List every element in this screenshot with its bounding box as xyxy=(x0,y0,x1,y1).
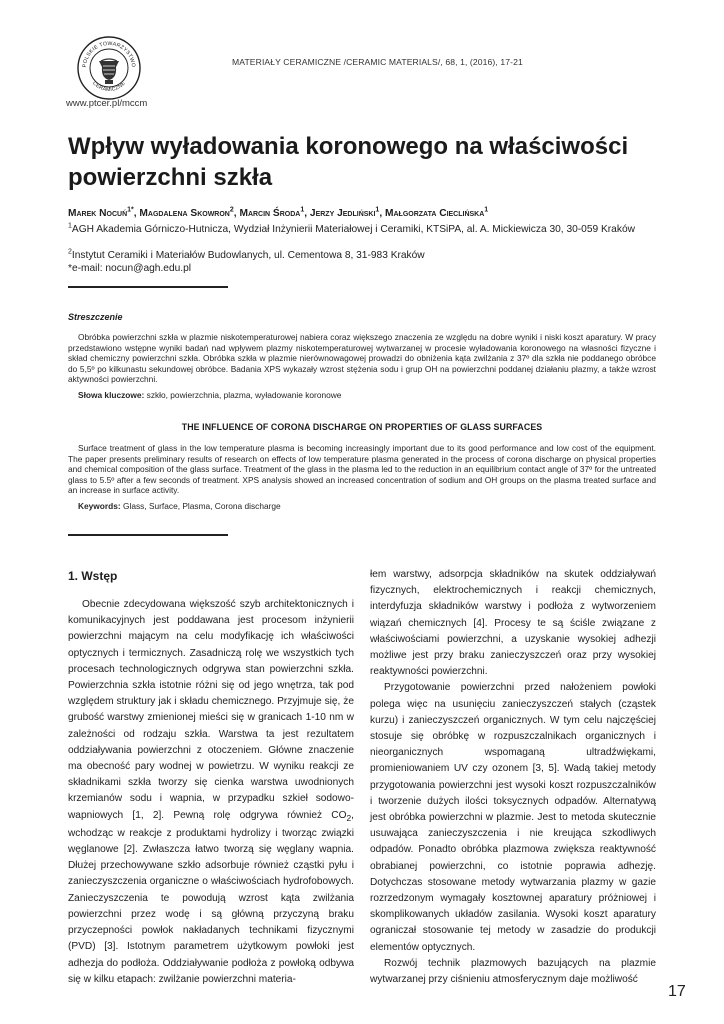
keywords-label: Keywords: xyxy=(78,501,121,511)
author-list: Marek Nocuń$^{1*}$, Magdalena Skowron$^2$, Marcin Środa$^1$, Jerzy Jedliński$^1$, Małgorzata Cieclińska$^1$ xyxy=(68,206,489,219)
affiliation-1 xyxy=(68,223,648,236)
left-column xyxy=(68,597,354,988)
author-name: Marek Nocuń xyxy=(68,208,128,219)
paragraph-text: Obecnie zdecydowana większość szyb architektonicznych i komunikacyjnych jest poddawana jest procesom inżynierii powierzchni mającym na celu modyfikację ich właściwości optycznych i termicznych. Zasadniczą rolę we wszystkich tych procesach technologicznych odgrywa stan powierzchni szkła. Powierzchnia szkła istotnie różni się od jego wnętrza, tak pod względem struktury jak i składu chemicznego. Przyjmuje się, że grubość warstwy zmienionej mieści się w granicach 1-10 nm w zależności od rodzaju szkła. Warstwa ta jest rezultatem oddziaływania powierzchni z otoczeniem. Główne znaczenie ma obecność pary wodnej w powietrzu. W wyniku reakcji ze składnikami szkła tworzy się cienka warstwa uwodnionych krzemianów sodu i wapnia, w przypadku szkieł sodowo-wapniowych [1, 2]. Pewną rolę odgrywa również CO xyxy=(68,599,354,821)
keywords-value: Glass, Surface, Plasma, Corona discharge xyxy=(122,501,281,511)
journal-reference: MATERIAŁY CERAMICZNE /CERAMIC MATERIALS/, 68, 1, (2016), 17-21 xyxy=(232,57,523,67)
divider xyxy=(68,534,228,536)
keywords-label: Słowa kluczowe: xyxy=(78,390,145,400)
page-number: 17 xyxy=(668,983,686,1000)
journal-website-url[interactable]: www.ptcer.pl/mccm xyxy=(66,98,148,109)
paragraph: Przygotowanie powierzchni przed nałożeniem powłoki polega więc na usunięciu zanieczyszczeń stałych (cząstek kurzu) i zanieczyszczeń organicznych. W tym celu najczęściej stosuje się obróbkę w rozpuszczalnikach organicznych i nieorganicznych wspomaganą ultradźwiękami, promieniowaniem UV czy ozonem [3, 5]. Wadą takiej metody przygotowania powierzchni jest wysoki koszt rozpuszczalników i tworzenie dużych ilości toksycznych odpadów. Alternatywą jest obróbka powierzchni w plazmie. Jest to metoda skutecznie usuwająca zanieczyszczenia i nie kreująca szkodliwych odpadów. Ponadto obróbka plazmowa zwiększa reaktywność obrabianej powierzchni, co istotnie poprawia adhezję. Dotychczas stosowane metody wytwarzania plazmy w gazie rozrzedzonym wymagały kosztownej aparatury próżniowej i skomplikowanych układów zasilania. Wysoki koszt aparatury ograniczał stosowanie tej metody w zasadzie do produkcji elementów optycznych. xyxy=(370,682,656,953)
author-name: Magdalena Skowron xyxy=(139,208,230,219)
abstract-heading: Streszczenie xyxy=(68,312,123,322)
author-sup: 1 xyxy=(375,206,380,214)
affiliation-sup: 2 xyxy=(68,248,72,256)
society-logo xyxy=(77,36,141,100)
author-sup: 1* xyxy=(127,206,134,214)
section-heading: 1. Wstęp xyxy=(68,569,118,583)
keywords-pl xyxy=(78,390,341,400)
subscript: 2 xyxy=(346,812,352,823)
corresponding-email[interactable]: *e-mail: nocun@agh.edu.pl xyxy=(68,263,192,274)
english-title: THE INFLUENCE OF CORONA DISCHARGE ON PROPERTIES OF GLASS SURFACES xyxy=(181,422,543,432)
author-sup: 1 xyxy=(484,206,489,214)
paragraph xyxy=(68,597,354,988)
logo-text-top: POLSKIE TOWARZYSTWO xyxy=(81,40,137,68)
abstract-pl-text: Obróbka powierzchni szkła w plazmie niskotemperaturowej nabiera coraz większego znaczenia ze względu na dobre wyniki i niski koszt aparatury. W pracy przedstawiono wstępne wyniki badań nad wpływem plazmy niskotemperaturowej wytwarzanej w procesie wyładowania koronowego na własności fizyczne i skład chemiczny powierzchni szkła. Obróbka szkła w plazmie nierównowagowej prowadzi do obniżenia kąta zwilżania z 37º dla szkła nie poddanego obróbce do 5,5º po kilkunastu sekundowej obróbce. Badania XPS wykazały wzrost stężenia sodu i grup OH na powierzchni poddanej działaniu plazmy, a także wzrost aktywności powierzchni. xyxy=(68,332,656,385)
author-name: Jerzy Jedliński xyxy=(309,208,376,219)
paragraph: łem warstwy, adsorpcja składników na skutek oddziaływań fizycznych, elektrochemicznych i reakcji chemicznych, interdyfuzja składników warstwy i podłoża z wytworzeniem wiązań chemicznych [4]. Procesy te są ściśle związane z właściwościami powierzchni, a uzyskanie wysokiej adhezji możliwe jest przy braku zanieczyszczeń oraz przy wysokiej reaktywności powierzchni. xyxy=(370,569,656,678)
affiliation-sup: 1 xyxy=(68,222,72,230)
paragraph-text: , wchodząc w reakcje z produktami hydrolizy i tworząc związki węglanowe [2]. Zwłaszcza łatwo tworzą się węglany wapnia. Dłużej przechowywane szkło adsorbuje również cząstki pyłu i zanieczyszczenia organiczne o właściwościach hydrofobowych. Zanieczyszczenia te powodują wzrost kąta zwilżania powierzchni przez wodę i są główną przyczyną braku przyczepności powłok nakładanych technikami fizycznymi (PVD) [3]. Istotnym parametrem użytkowym powłoki jest adhezja do podłoża. Oddziaływanie podłoża z powłoką odbywa się w kilku etapach: zwilżanie powierzchni materia- xyxy=(68,809,354,985)
author-name: Małgorzata Cieclińska xyxy=(385,208,485,219)
author-sup: 1 xyxy=(300,206,305,214)
logo-text-bottom: CERAMICZNE xyxy=(91,80,127,94)
article-title: Wpływ wyładowania koronowego na właściwości powierzchni szkła xyxy=(68,133,629,191)
affiliation-text: AGH Akademia Górniczo-Hutnicza, Wydział Inżynierii Materiałowej i Ceramiki, KTSiPA, al. A. Mickiewicza 30, 30-059 Kraków xyxy=(71,224,635,235)
paragraph: Rozwój technik plazmowych bazujących na plazmie wytwarzanej przy ciśnieniu atmosferycznym daje możliwość xyxy=(370,957,656,986)
affiliation-text: Instytut Ceramiki i Materiałów Budowlanych, ul. Cementowa 8, 31-983 Kraków xyxy=(71,250,425,261)
affiliation-2 xyxy=(68,249,648,262)
keywords-value: szkło, powierzchnia, plazma, wyładowanie koronowe xyxy=(146,390,342,400)
abstract-en-text: Surface treatment of glass in the low temperature plasma is becoming increasingly important due to its good performance and low cost of the equipment. The paper presents preliminary results of research on effects of low temperature plasma generated in the process of corona discharge on physical properties and chemical composition of the glass surface. Treatment of the glass in the plasma led to the reduction in an equilibrium contact angle of 37º for the untreated glass to 5.5º after a few seconds of treatment. XPS analysis showed an increased concentration of sodium and OH groups on the plasma treated surface and an increase in surface activity. xyxy=(68,443,656,496)
right-column xyxy=(370,567,656,988)
divider xyxy=(68,286,228,288)
keywords-en xyxy=(78,501,281,511)
author-name: Marcin Środa xyxy=(239,208,301,219)
author-sup: 2 xyxy=(229,206,234,214)
